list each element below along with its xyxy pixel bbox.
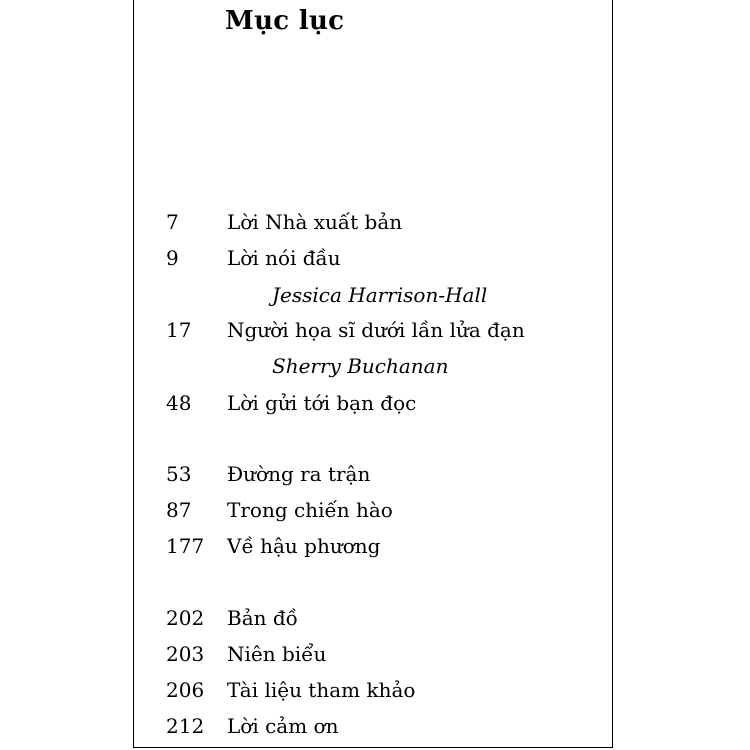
- toc-entry: [134, 603, 612, 633]
- toc-entry-title: Về hậu phương: [227, 534, 381, 558]
- toc-page-number: 87: [166, 498, 192, 522]
- toc-page-number: 212: [166, 714, 205, 738]
- toc-entry-title: Người họa sĩ dưới lần lửa đạn: [227, 318, 525, 342]
- toc-entry: [134, 711, 612, 741]
- toc-entry-title: Bản đồ: [227, 606, 298, 630]
- toc-entry: [134, 675, 612, 705]
- toc-entry-author: Sherry Buchanan: [272, 354, 449, 378]
- toc-entry: [134, 315, 612, 345]
- toc-page-number: 9: [166, 246, 179, 270]
- toc-entry-title: Lời gửi tới bạn đọc: [227, 391, 417, 415]
- toc-entry-title: Lời cảm ơn: [227, 714, 339, 738]
- toc-entry: [134, 639, 612, 669]
- toc-entry: [134, 459, 612, 489]
- toc-page-number: 202: [166, 606, 205, 630]
- toc-page-number: 203: [166, 642, 205, 666]
- toc-entry: [134, 207, 612, 237]
- toc-entry-title: Trong chiến hào: [227, 498, 393, 522]
- toc-entry-author-line: [134, 280, 612, 310]
- toc-page-number: 7: [166, 210, 179, 234]
- toc-entry: [134, 531, 612, 561]
- toc-page-number: 17: [166, 318, 192, 342]
- toc-entry-title: Niên biểu: [227, 642, 327, 666]
- toc-entry-title: Lời nói đầu: [227, 246, 341, 270]
- toc-entry: [134, 388, 612, 418]
- toc-page-number: 206: [166, 678, 205, 702]
- page-title: Mục lục: [225, 6, 345, 36]
- toc-entry: [134, 243, 612, 273]
- toc-entry-title: Tài liệu tham khảo: [227, 678, 416, 702]
- toc-entry-author-line: [134, 351, 612, 381]
- toc-page-number: 177: [166, 534, 205, 558]
- toc-entry-title: Lời Nhà xuất bản: [227, 210, 403, 234]
- toc-entry-author: Jessica Harrison-Hall: [272, 283, 488, 307]
- toc-page-number: 48: [166, 391, 192, 415]
- toc-entry-title: Đường ra trận: [227, 462, 371, 486]
- book-page: [133, 0, 613, 748]
- toc-page-number: 53: [166, 462, 192, 486]
- toc-entry: [134, 495, 612, 525]
